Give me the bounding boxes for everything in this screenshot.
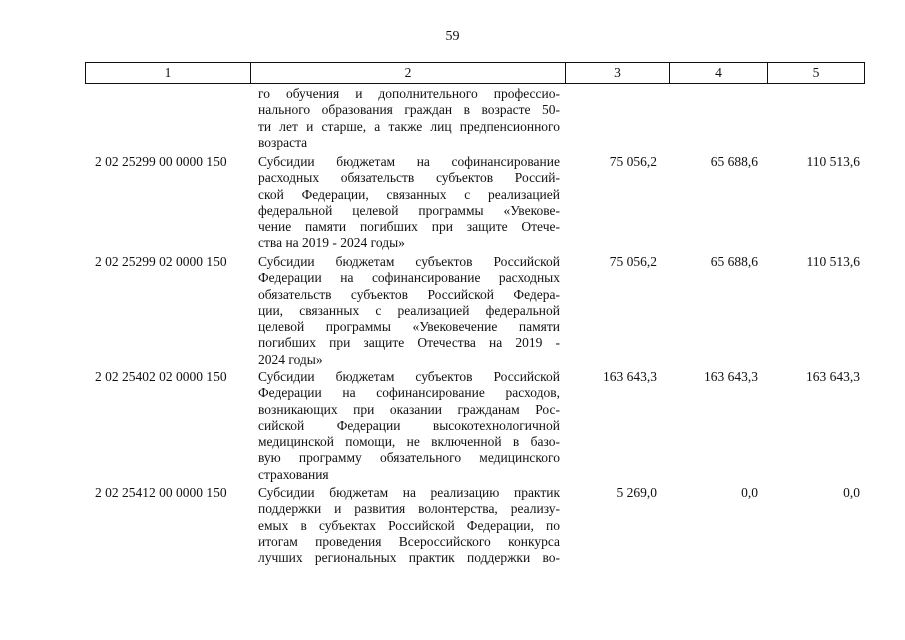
description-line: ти лет и старше, а также лиц предпенсионного [258, 118, 560, 134]
description-line: лучших региональных практик поддержки во- [258, 550, 560, 566]
description-line: погибших при защите Отечества на 2019 - [258, 335, 560, 351]
row-description [258, 86, 560, 151]
row-code: 2 02 25412 00 0000 150 [95, 485, 227, 500]
description-line: возникающих при оказании гражданам Рос- [258, 401, 560, 417]
row-value-col4: 163 643,3 [704, 369, 758, 384]
description-line: целевой программы «Увековечение памяти [258, 319, 560, 335]
header-col-5: 5 [767, 63, 864, 83]
description-line: емых в субъектах Российской Федерации, по [258, 517, 560, 533]
row-description [258, 254, 560, 368]
description-line: обязательств субъектов Российской Федера- [258, 286, 560, 302]
row-value-col5: 0,0 [843, 485, 860, 500]
description-line: ской Федерации, связанных с реализацией [258, 186, 560, 202]
description-line: Субсидии бюджетам субъектов Российской [258, 369, 560, 384]
row-value-col5: 163 643,3 [806, 369, 860, 384]
description-line: страхования [258, 466, 329, 482]
description-line: Федерации на софинансирование расходных [258, 270, 560, 286]
header-col-1: 1 [164, 65, 172, 80]
description-line: медицинской помощи, не включенной в базо- [258, 434, 560, 450]
header-col-4: 4 [669, 63, 767, 83]
row-value-col5: 110 513,6 [806, 254, 860, 269]
description-line: сийской Федерации высокотехнологичной [258, 417, 560, 433]
page-number: 59 [445, 29, 460, 44]
description-line: 2024 годы» [258, 351, 323, 367]
description-line: чение памяти погибших при защите Отече- [258, 219, 560, 235]
description-line: Субсидии бюджетам на реализацию практик [258, 485, 560, 500]
description-line: федеральной целевой программы «Увекове- [258, 202, 560, 218]
row-value-col4: 65 688,6 [710, 254, 758, 269]
table-header [85, 62, 865, 84]
description-line: Субсидии бюджетам субъектов Российской [258, 254, 560, 269]
row-description [258, 369, 560, 483]
row-value-col3: 5 269,0 [616, 485, 657, 500]
row-value-col5: 110 513,6 [806, 154, 860, 169]
row-value-col4: 65 688,6 [710, 154, 758, 169]
description-line: Субсидии бюджетам на софинансирование [258, 154, 560, 169]
row-code: 2 02 25299 00 0000 150 [95, 154, 227, 169]
row-description [258, 485, 560, 566]
description-line: Федерации на софинансирование расходов, [258, 385, 560, 401]
description-line: ции, связанных с реализацией федеральной [258, 302, 560, 318]
row-code: 2 02 25299 02 0000 150 [95, 254, 227, 269]
header-col-2: 2 [250, 63, 565, 83]
description-line: итогам проведения Всероссийского конкурса [258, 533, 560, 549]
description-line: ства на 2019 - 2024 годы» [258, 235, 405, 251]
row-value-col3: 75 056,2 [609, 254, 657, 269]
description-line: поддержки и развития волонтерства, реализу- [258, 501, 560, 517]
row-value-col3: 75 056,2 [609, 154, 657, 169]
description-line: возраста [258, 134, 308, 150]
description-line: расходных обязательств субъектов Россий- [258, 170, 560, 186]
description-line: вую программу обязательного медицинского [258, 450, 560, 466]
header-col-3: 3 [565, 63, 669, 83]
description-line: го обучения и дополнительного профессио- [258, 86, 560, 101]
row-value-col3: 163 643,3 [603, 369, 657, 384]
row-description [258, 154, 560, 252]
row-value-col4: 0,0 [741, 485, 758, 500]
description-line: нального образования граждан в возрасте 50- [258, 102, 560, 118]
row-code: 2 02 25402 02 0000 150 [95, 369, 227, 384]
